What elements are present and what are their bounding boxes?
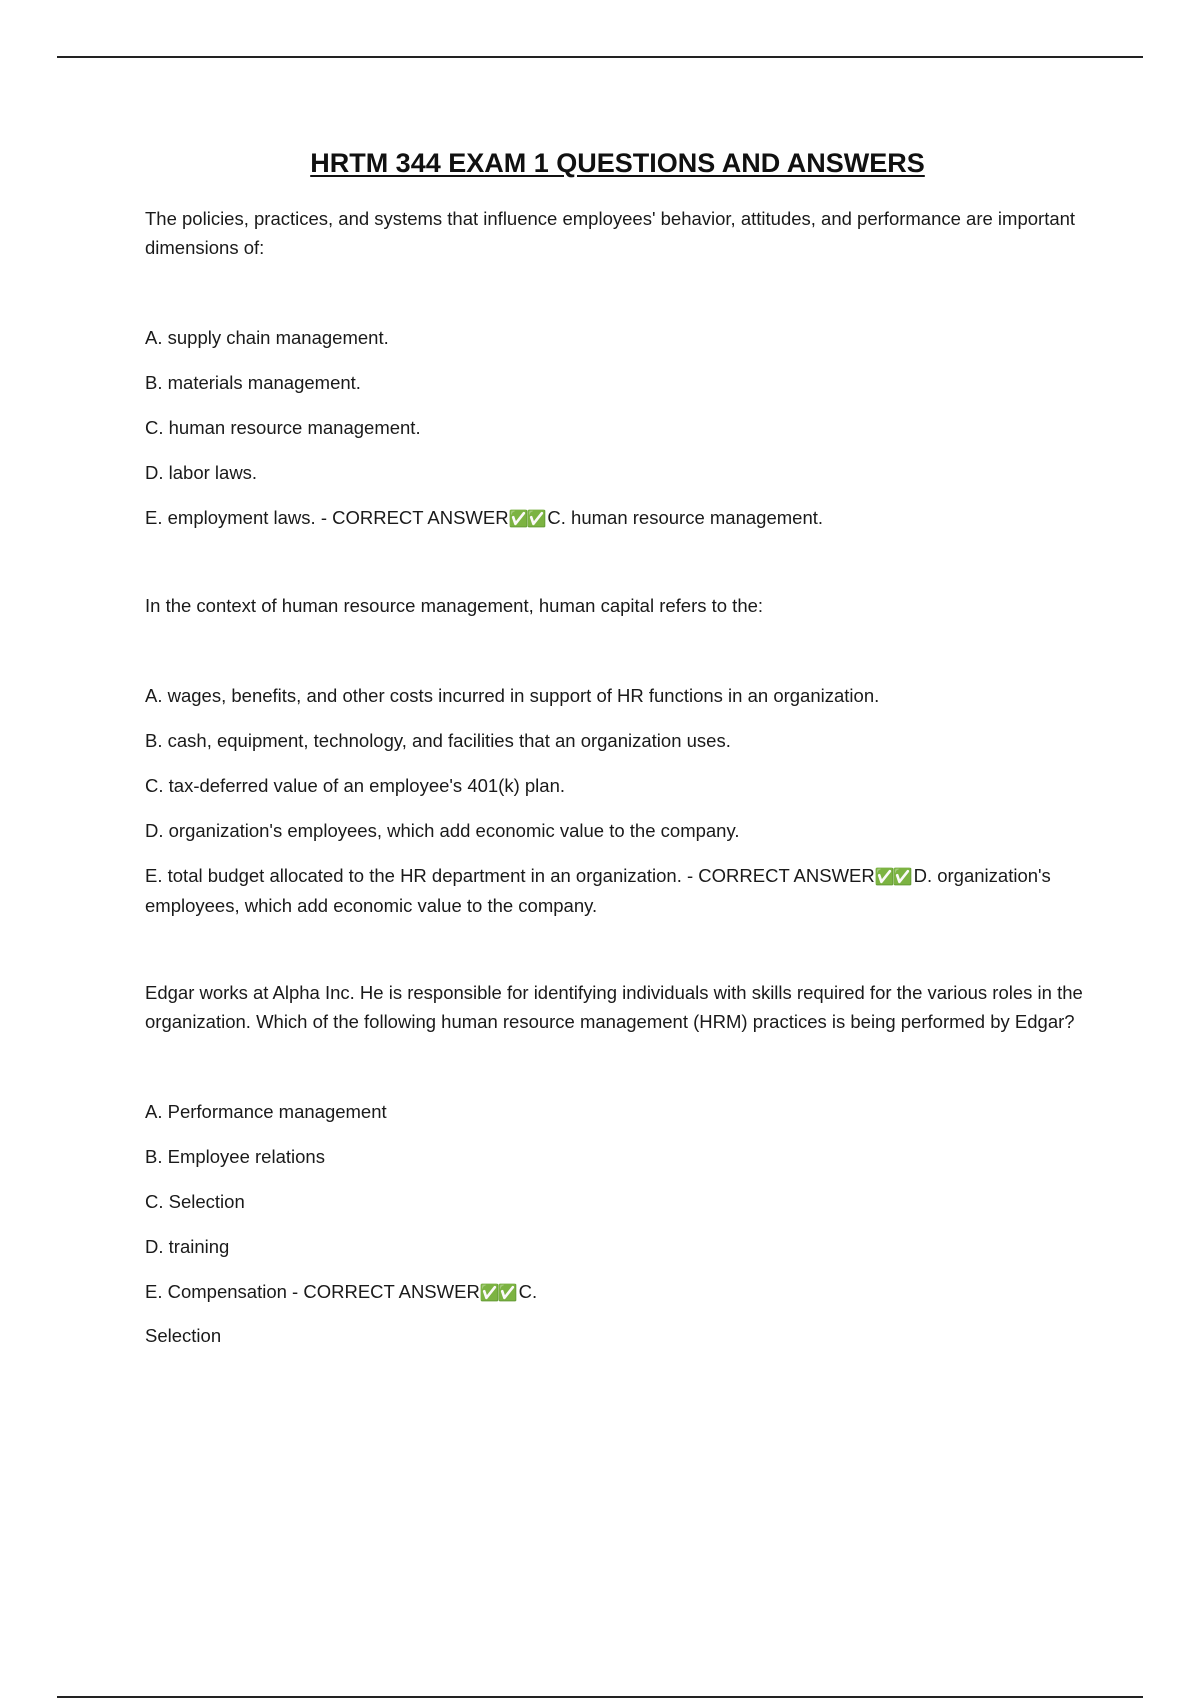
answer-option: C. tax-deferred value of an employee's 401(k) plan. bbox=[145, 775, 566, 796]
document-body bbox=[145, 204, 1095, 1366]
correct-answer: C. bbox=[518, 1281, 538, 1302]
answer-option-with-correct-answer bbox=[145, 1277, 1095, 1307]
answer-option: D. organization's employees, which add economic value to the company. bbox=[145, 820, 740, 841]
question-text: In the context of human resource management, human capital refers to the: bbox=[145, 595, 764, 616]
answer-option: D. training bbox=[145, 1236, 230, 1257]
document-title: HRTM 344 EXAM 1 QUESTIONS AND ANSWERS bbox=[310, 148, 925, 178]
question-text: The policies, practices, and systems that influence employees' behavior, attitudes, and performance are important dimensions of: bbox=[145, 208, 1076, 258]
answer-option: B. cash, equipment, technology, and facilities that an organization uses. bbox=[145, 730, 731, 751]
answer-option: B. materials management. bbox=[145, 372, 361, 393]
double-check-icon: ✅✅ bbox=[508, 509, 545, 528]
answer-option-text: E. employment laws. - CORRECT ANSWER bbox=[145, 507, 509, 528]
correct-answer: C. human resource management. bbox=[547, 507, 824, 528]
double-check-icon: ✅✅ bbox=[479, 1283, 516, 1302]
answer-option-with-correct-answer bbox=[145, 861, 1095, 920]
correct-answer: D. organization's employees, which add economic value to the company. bbox=[145, 865, 1051, 916]
answer-option: B. Employee relations bbox=[145, 1146, 325, 1167]
correct-answer-continued: Selection bbox=[145, 1325, 222, 1346]
answer-option: D. labor laws. bbox=[145, 462, 258, 483]
answer-option: A. Performance management bbox=[145, 1101, 387, 1122]
answer-option-with-correct-answer bbox=[145, 503, 1095, 533]
question-block-2 bbox=[145, 591, 1095, 920]
bottom-rule bbox=[57, 1696, 1143, 1698]
answer-option-text: E. Compensation - CORRECT ANSWER bbox=[145, 1281, 480, 1302]
question-block-1 bbox=[145, 204, 1095, 533]
answer-option: C. human resource management. bbox=[145, 417, 421, 438]
question-text: Edgar works at Alpha Inc. He is responsible for identifying individuals with skills required for the various roles in the organization. Which of the following human resource management (HRM) practices is being performed by Edgar? bbox=[145, 982, 1083, 1032]
answer-option: A. wages, benefits, and other costs incurred in support of HR functions in an organization. bbox=[145, 685, 880, 706]
answer-option: C. Selection bbox=[145, 1191, 245, 1212]
question-block-3 bbox=[145, 978, 1095, 1350]
answer-option: A. supply chain management. bbox=[145, 327, 389, 348]
answer-option-text: E. total budget allocated to the HR department in an organization. - CORRECT ANSWER bbox=[145, 865, 875, 886]
double-check-icon: ✅✅ bbox=[874, 867, 911, 886]
top-rule bbox=[57, 56, 1143, 58]
